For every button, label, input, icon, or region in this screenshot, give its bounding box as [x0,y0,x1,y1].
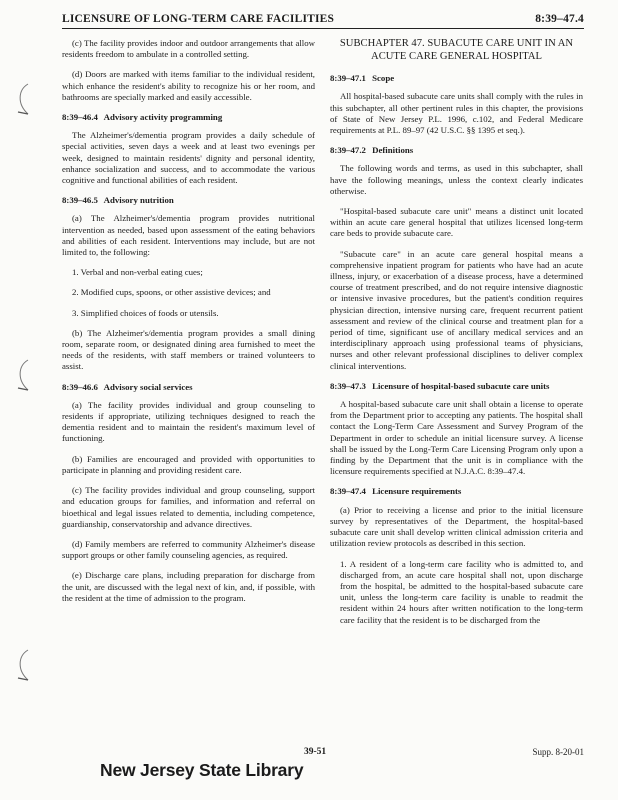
section-heading [330,381,583,392]
section-number: 8:39–47.1 [330,73,366,84]
section-number: 8:39–47.2 [330,145,366,156]
paragraph: A hospital-based subacute care unit shall obtain a license to operate from the Department prior to accepting any patients. The hospital shall contact the Long-Term Care Assessment and Survey Program of the Department in order to schedule an initial licensure survey. A license shall be issued by the Long-Term Care Licensing Program only upon a finding by the Department that the unit is in compliance with the licensure requirements specified at N.J.A.C. 8:39–47.4. [330,399,583,477]
section-title: Advisory social services [103,381,193,392]
list-item: 2. Modified cups, spoons, or other assistive devices; and [72,287,271,298]
list-item: 3. Simplified choices of foods or utensils. [72,307,219,318]
supplement-date: Supp. 8-20-01 [532,747,584,757]
section-heading [62,382,315,393]
section-heading [62,195,315,206]
left-column [62,38,315,613]
list-item: 1. A resident of a long-term care facility who is admitted to, and discharged from, an acute care hospital shall not, upon discharge from the hospital, be admitted to the hospital-based subacute care unit, unless the long-term care facility is unable to readmit the resident within 24 hours after written notification to the long-term care facility that the resident is to be discharged from the [340,558,583,625]
subchapter-heading-line: ACUTE CARE GENERAL HOSPITAL [371,50,542,62]
paragraph: (a) Prior to receiving a license and prior to the initial licensure survey by representatives of the Department, the hospital-based subacute care unit shall develop written clinical admission criteria and utilization review protocols as described in this section. [330,504,583,549]
paragraph: (b) Families are encouraged and provided with opportunities to participate in planning and providing resident care. [62,453,315,475]
section-title: Scope [372,73,395,84]
section-title: Definitions [372,145,414,156]
library-stamp: New Jersey State Library [100,760,304,780]
section-heading [330,145,583,156]
paragraph: All hospital-based subacute care units shall comply with the rules in this subchapter, all other pertinent rules in this chapter, the provisions of State of New Jersey P.L. 1996, c.102, and Federal Medicare requirements at P.L. 89–97 (42 U.S.C. §§ 1395 et seq.). [330,91,583,135]
section-heading [330,73,583,84]
section-title: Advisory activity programming [103,112,223,123]
paragraph: (c) The facility provides indoor and outdoor arrangements that allow residents freedom to ambulate in a controlled setting. [62,38,315,60]
paragraph: (e) Discharge care plans, including preparation for discharge from the unit, are discussed with the legal next of kin, and, if possible, with the resident at the time of admission to the program. [62,570,315,603]
paragraph: The Alzheimer's/dementia program provides a daily schedule of special activities, seven days a week and at least two evenings per week, designed to maintain residents' dignity and personal identity, enhance socialization and success, and to accommodate the various cognitive and functional abilities of each resident. [62,130,315,186]
section-title: Licensure of hospital-based subacute care units [372,380,550,391]
list-item: 1. Verbal and non-verbal eating cues; [72,267,203,278]
binder-hole-mark [14,358,32,392]
paragraph: (d) Doors are marked with items familiar to the individual resident, which enhance the resident's ability to recognize his or her room, and bathrooms are specially marked and easily accessible. [62,69,315,102]
section-heading [330,486,583,497]
binder-hole-mark [14,648,32,682]
paragraph: (a) The facility provides individual and group counseling to residents if appropriate, utilizing techniques designed to reach the dementia resident and to maintain the resident's maximum level of functioning. [62,399,315,444]
binder-hole-mark [14,82,32,116]
header-title: LICENSURE OF LONG-TERM CARE FACILITIES [62,13,335,25]
section-title: Advisory nutrition [103,195,174,206]
paragraph: (d) Family members are referred to community Alzheimer's disease support groups or other family counseling agencies, as required. [62,538,315,561]
paragraph: "Hospital-based subacute care unit" means a distinct unit located within an acute care general hospital that utilizes licensed long-term care beds to provide subacute care. [330,206,583,239]
section-number: 8:39–46.5 [62,195,98,206]
section-number: 8:39–46.4 [62,112,98,123]
page-number: 39-51 [304,747,327,757]
subchapter-heading-line: SUBCHAPTER 47. SUBACUTE CARE UNIT IN AN [339,38,574,49]
section-number: 8:39–47.3 [330,380,366,391]
running-header [62,10,584,29]
paragraph: (a) The Alzheimer's/dementia program provides nutritional intervention as needed, based upon assessment of the eating behaviors and abilities of each resident. Interventions may include, but are not limited to, the following: [62,213,315,258]
paragraph: (b) The Alzheimer's/dementia program provides a small dining room, separate room, or designated dining area furnished to meet the needs of the residents, with staff members or trained volunteers to assist. [62,327,315,372]
section-heading [62,112,315,123]
header-section-range: 8:39–47.4 [535,13,584,25]
paragraph: (c) The facility provides individual and group counseling, support and education groups for families, and information and referral on bioethical and legal issues related to dementia, including competence, guardianship, conservatorship and advance directives. [62,485,315,529]
section-number: 8:39–47.4 [330,486,366,497]
section-title: Licensure requirements [372,486,462,497]
section-number: 8:39–46.6 [62,381,98,392]
paragraph: The following words and terms, as used in this subchapter, shall have the following meanings, unless the context clearly indicates otherwise. [330,163,583,196]
subchapter-heading [330,38,583,63]
paragraph: "Subacute care" in an acute care general hospital means a comprehensive inpatient program for patients who have had an acute illness, injury, or exacerbation of a disease process, have a determined course of treatment prescribed, and do not require intensive diagnostic or intensive invasive procedures, but the patient's condition requires physician direction, intensive nursing care, frequent recurrent patient assessment and review of the clinical course and treatment plan for a period of time, significant use of ancillary medical services and an interdisciplinary approach using professional teams of physicians, nurses and other relevant professional disciplines to deliver complex clinical interventions. [330,248,583,371]
right-column [330,38,583,635]
